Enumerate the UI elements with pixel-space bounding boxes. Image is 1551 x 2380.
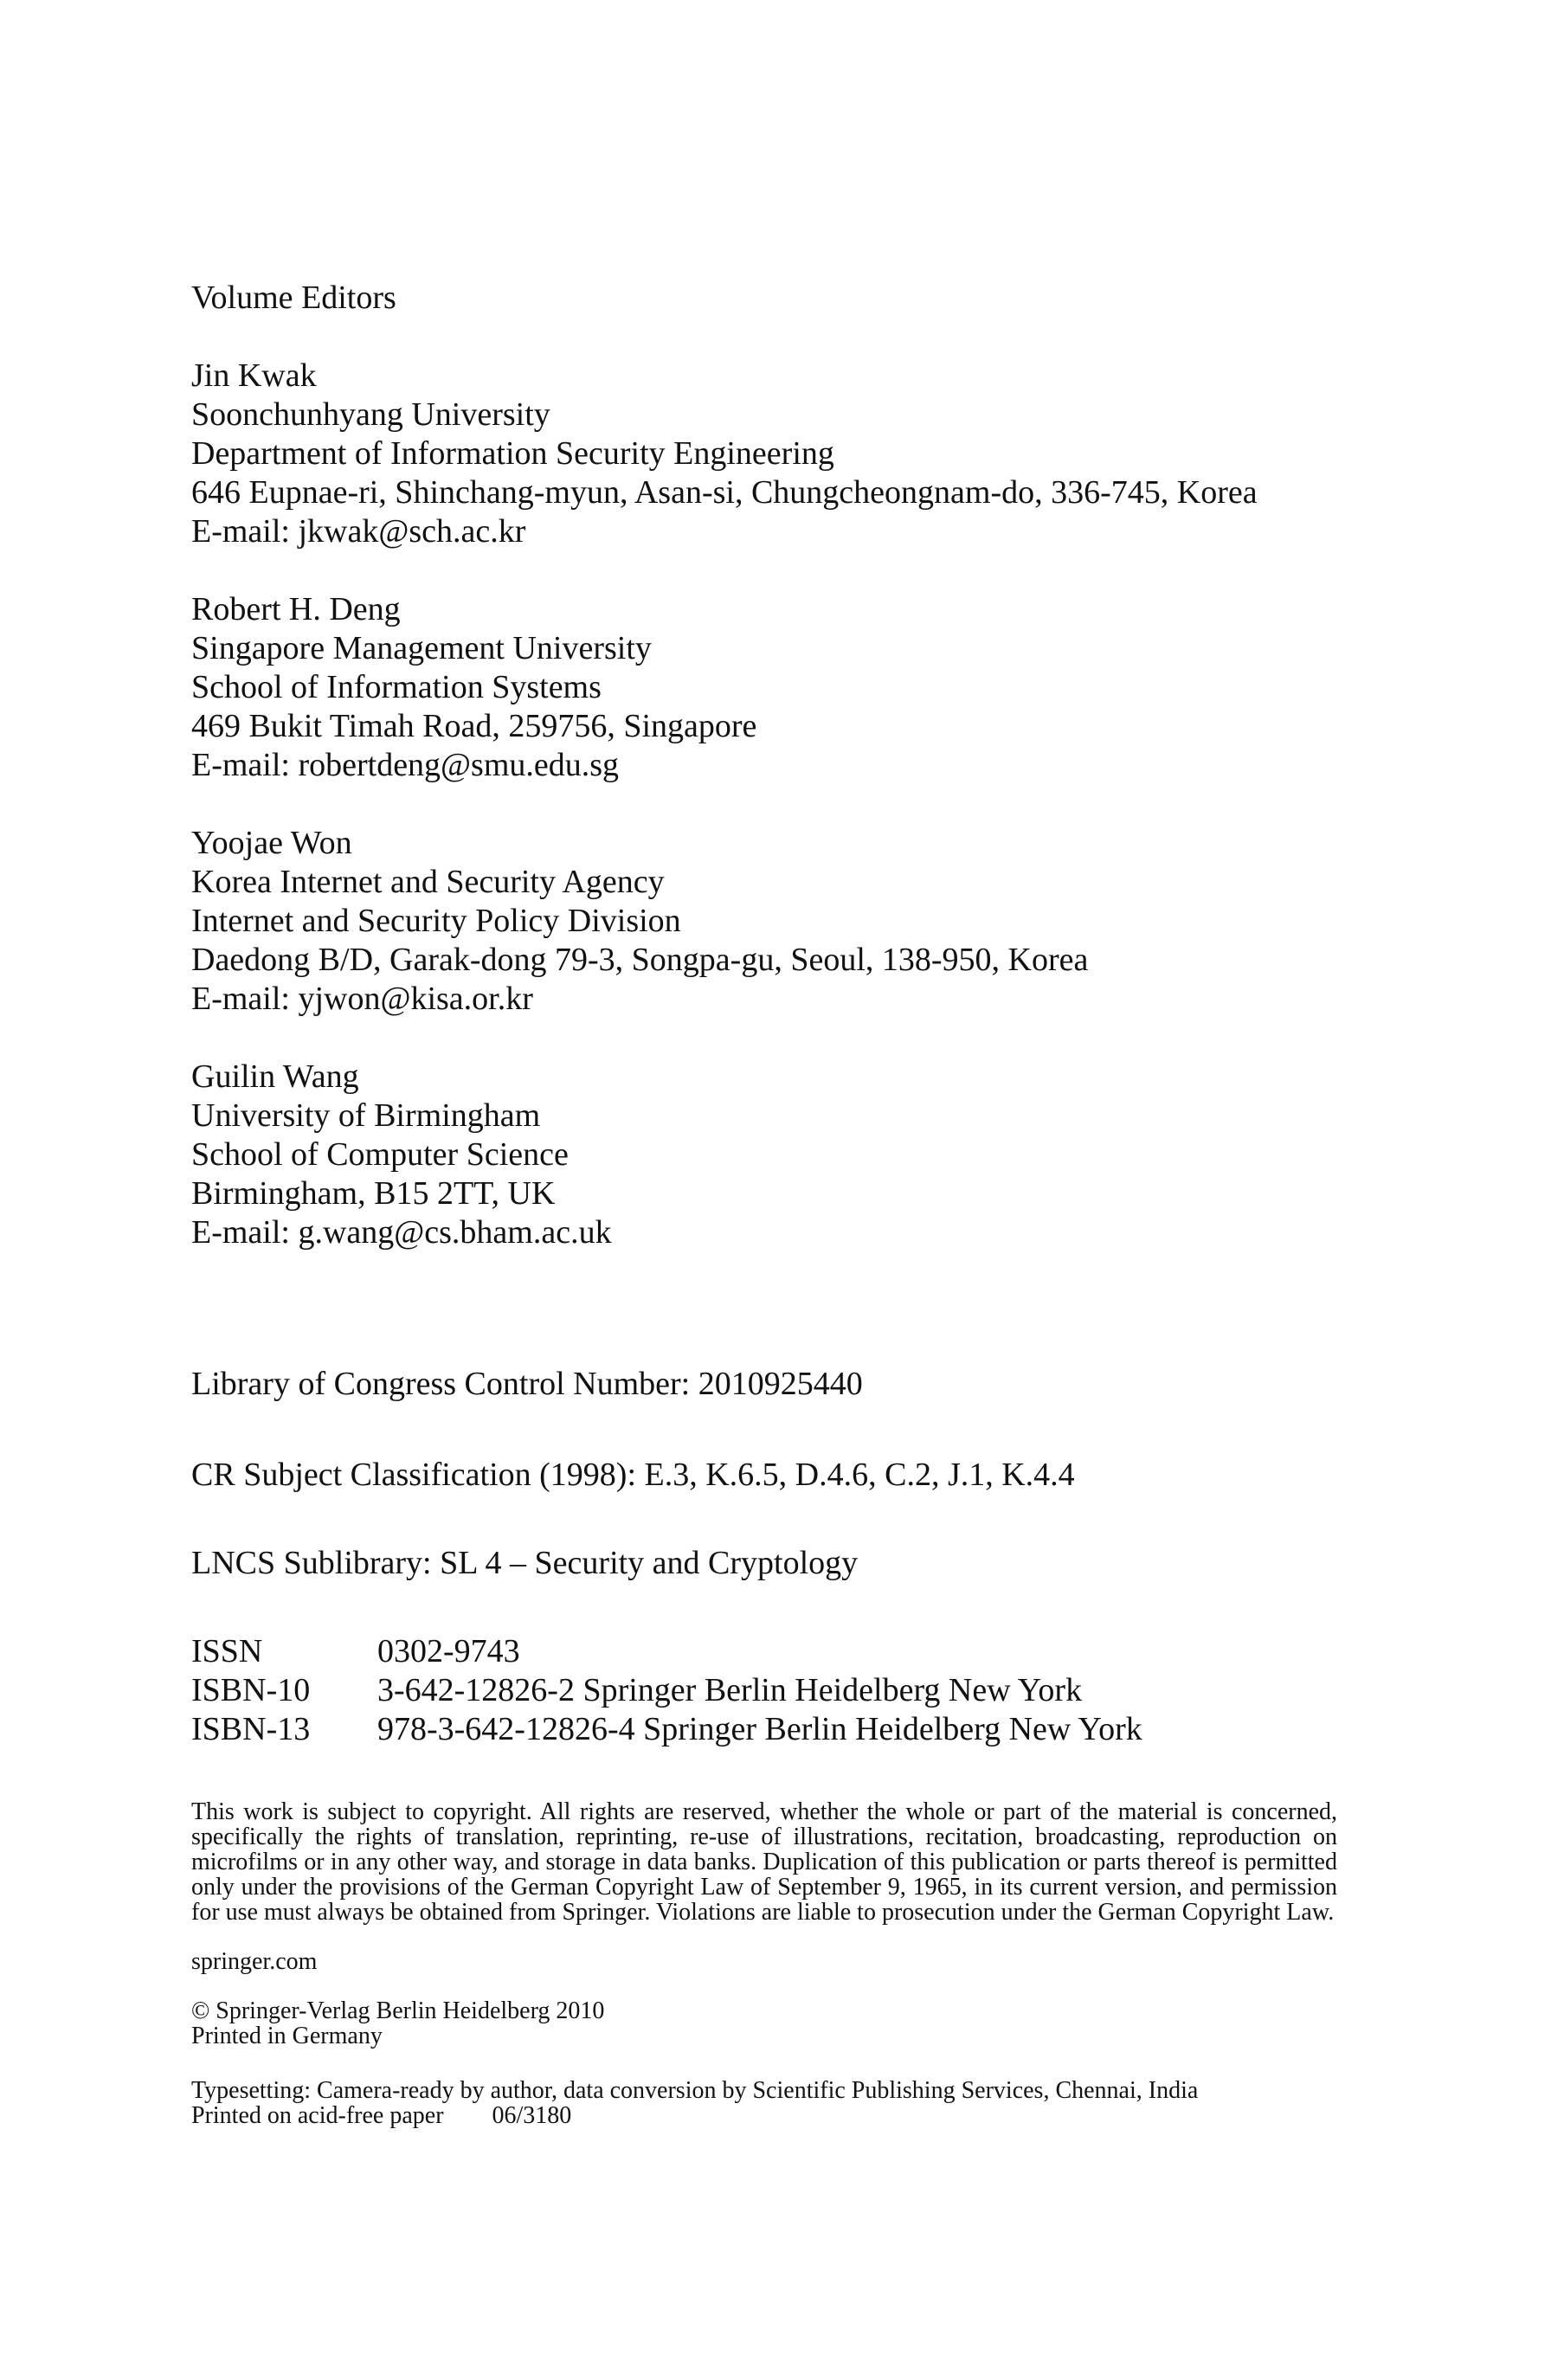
identifier-value: 0302-9743 <box>377 1633 520 1669</box>
editor-address: Daedong B/D, Garak-dong 79-3, Songpa-gu, Seoul, 138-950, Korea <box>191 942 1089 978</box>
editor-name: Robert H. Deng <box>191 591 401 627</box>
print-code: 06/3180 <box>492 2102 572 2129</box>
typesetting-line: Typesetting: Camera-ready by author, data conversion by Scientific Publishing Services, Chennai, India <box>191 2077 1199 2104</box>
identifier-row <box>191 1632 1377 1671</box>
editor-department: Department of Information Security Engineering <box>191 435 834 472</box>
editor-affiliation: Soonchunhyang University <box>191 396 550 433</box>
identifier-label: ISBN-10 <box>191 1672 311 1708</box>
lncs-sublibrary-line: LNCS Sublibrary: SL 4 – Security and Cryptology <box>191 1545 859 1581</box>
identifier-value: 978-3-642-12826-4 Springer Berlin Heidelberg New York <box>377 1711 1142 1747</box>
editor-address: 469 Bukit Timah Road, 259756, Singapore <box>191 708 757 744</box>
editor-address: Birmingham, B15 2TT, UK <box>191 1175 556 1212</box>
editor-affiliation: Singapore Management University <box>191 630 652 666</box>
lccn-line: Library of Congress Control Number: 2010925440 <box>191 1366 863 1402</box>
editor-email: E-mail: robertdeng@smu.edu.sg <box>191 747 620 783</box>
editor-department: School of Information Systems <box>191 669 602 705</box>
editor-name: Guilin Wang <box>191 1058 359 1095</box>
editor-block <box>191 1058 1377 1252</box>
identifier-row <box>191 1710 1377 1749</box>
editor-department: Internet and Security Policy Division <box>191 903 681 939</box>
copyright-page <box>191 279 1377 2128</box>
editor-name: Jin Kwak <box>191 357 317 394</box>
printed-in-line: Printed in Germany <box>191 2023 383 2049</box>
copyright-line: © Springer-Verlag Berlin Heidelberg 2010 <box>191 1997 605 2024</box>
identifier-table <box>191 1632 1377 1749</box>
volume-editors-heading: Volume Editors <box>191 280 396 316</box>
typesetting-block <box>191 2078 1377 2128</box>
identifier-label: ISSN <box>191 1633 263 1669</box>
editor-department: School of Computer Science <box>191 1136 569 1173</box>
editor-affiliation: Korea Internet and Security Agency <box>191 864 665 900</box>
identifier-label: ISBN-13 <box>191 1711 311 1747</box>
identifier-value: 3-642-12826-2 Springer Berlin Heidelberg New York <box>377 1672 1083 1708</box>
editor-block <box>191 590 1377 785</box>
editor-name: Yoojae Won <box>191 825 352 861</box>
editor-affiliation: University of Birmingham <box>191 1097 541 1134</box>
copyright-block <box>191 1998 1377 2049</box>
paper-note: Printed on acid-free paper <box>191 2102 444 2129</box>
editor-block <box>191 824 1377 1019</box>
publisher-website: springer.com <box>191 1948 318 1975</box>
editor-email: E-mail: g.wang@cs.bham.ac.uk <box>191 1214 612 1251</box>
identifier-row <box>191 1671 1377 1710</box>
editor-email: E-mail: jkwak@sch.ac.kr <box>191 513 526 550</box>
editor-block <box>191 357 1377 551</box>
paper-line <box>191 2103 1377 2128</box>
cr-classification-line: CR Subject Classification (1998): E.3, K.6.5, D.4.6, C.2, J.1, K.4.4 <box>191 1457 1075 1493</box>
editor-address: 646 Eupnae-ri, Shinchang-myun, Asan-si, Chungcheongnam-do, 336-745, Korea <box>191 474 1258 511</box>
rights-notice: This work is subject to copyright. All rights are reserved, whether the whole or part of the material is concerned, specifically the rights of translation, reprinting, re-use of illustrations, recitation, broadcasting, reproduction on microfilms or in any other way, and storage in data banks. Duplication of this publication or parts thereof is permitted only under the provisions of the German Copyright Law of September 9, 1965, in its current version, and permission for use must always be obtained from Springer. Violations are liable to prosecution under the German Copyright Law. <box>191 1798 1337 1926</box>
editor-email: E-mail: yjwon@kisa.or.kr <box>191 981 533 1017</box>
